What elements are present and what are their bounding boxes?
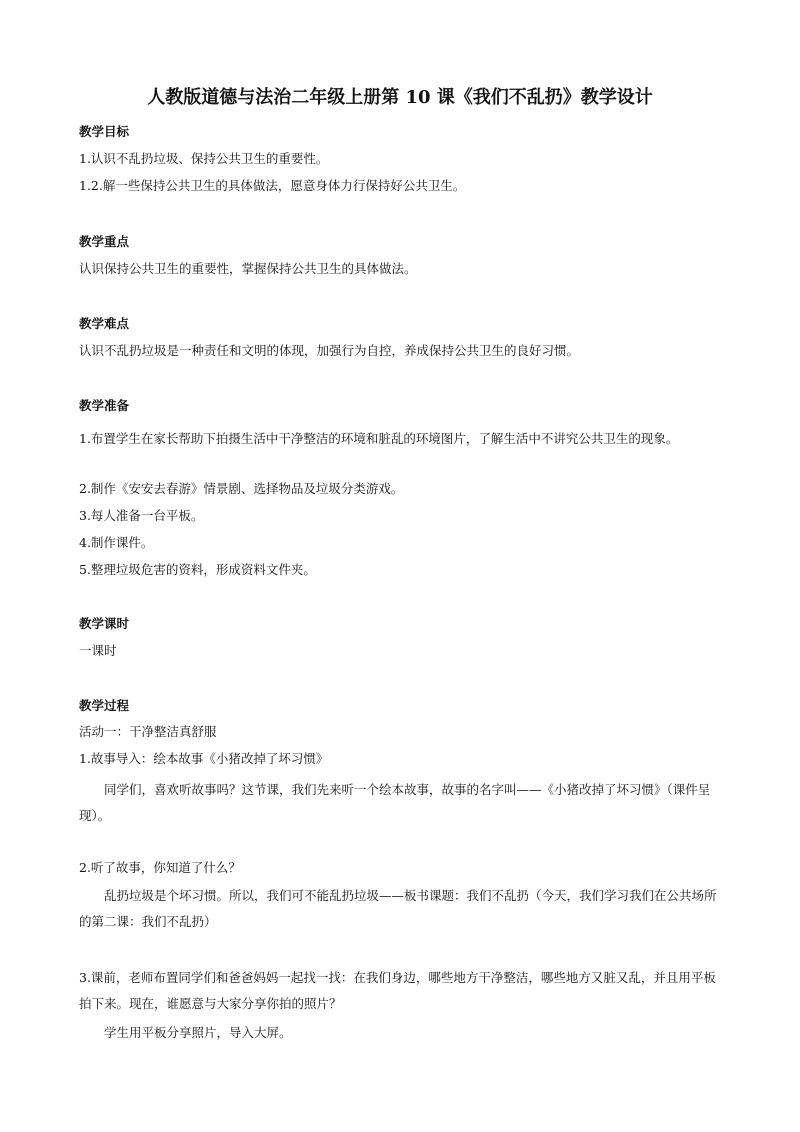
process-heading: 教学过程: [79, 698, 130, 713]
key-points-text: 认识保持公共卫生的重要性，掌握保持公共卫生的具体做法。: [79, 261, 417, 276]
periods-heading: 教学课时: [79, 616, 130, 631]
preparation-item-4: 4.制作课件。: [79, 535, 154, 550]
document-title: 人教版道德与法治二年级上册第 10 课《我们不乱扔》教学设计: [147, 87, 653, 108]
step-2-text: 乱扔垃圾是个坏习惯。所以，我们可不能乱扔垃圾——板书课题：我们不乱扔（今天，我们学习我们在公共场所的第二课：我们不乱扔）: [79, 888, 717, 929]
key-points-heading: 教学重点: [79, 234, 130, 249]
step-1-title: 1.故事导入：绘本故事《小猪改掉了坏习惯》: [79, 751, 329, 766]
step-3-text: 3.课前，老师布置同学们和爸爸妈妈一起找一找：在我们身边，哪些地方干净整洁，哪些地方又脏又乱，并且用平板拍下来。现在，谁愿意与大家分享你拍的照片？: [79, 970, 716, 1011]
step-1-text: 同学们，喜欢听故事吗？这节课，我们先来听一个绘本故事，故事的名字叫——《小猪改掉了坏习惯》（课件呈现）。: [79, 782, 711, 823]
preparation-item-5: 5.整理垃圾危害的资料，形成资料文件夹。: [79, 562, 316, 577]
step-3-subtext: 学生用平板分享照片，导入大屏。: [104, 1025, 292, 1040]
difficulties-heading: 教学难点: [79, 316, 130, 331]
preparation-item-1: 1.布置学生在家长帮助下拍摄生活中干净整洁的环境和脏乱的环境图片，了解生活中不讲究公共卫生的现象。: [79, 431, 679, 446]
objective-item-1: 1.认识不乱扔垃圾、保持公共卫生的重要性。: [79, 151, 329, 166]
activity-1-title: 活动一：干净整洁真舒服: [79, 724, 217, 739]
step-2-title: 2.听了故事，你知道了什么？: [79, 860, 241, 875]
objectives-heading: 教学目标: [79, 124, 130, 139]
preparation-heading: 教学准备: [79, 398, 130, 413]
objective-item-2: 1.2.解一些保持公共卫生的具体做法，愿意身体力行保持好公共卫生。: [79, 178, 466, 193]
periods-text: 一课时: [79, 643, 117, 658]
preparation-item-2: 2.制作《安安去春游》情景剧、选择物品及垃圾分类游戏。: [79, 481, 404, 496]
preparation-item-3: 3.每人准备一台平板。: [79, 508, 204, 523]
difficulties-text: 认识不乱扔垃圾是一种责任和文明的体现，加强行为自控，养成保持公共卫生的良好习惯。: [79, 343, 580, 358]
